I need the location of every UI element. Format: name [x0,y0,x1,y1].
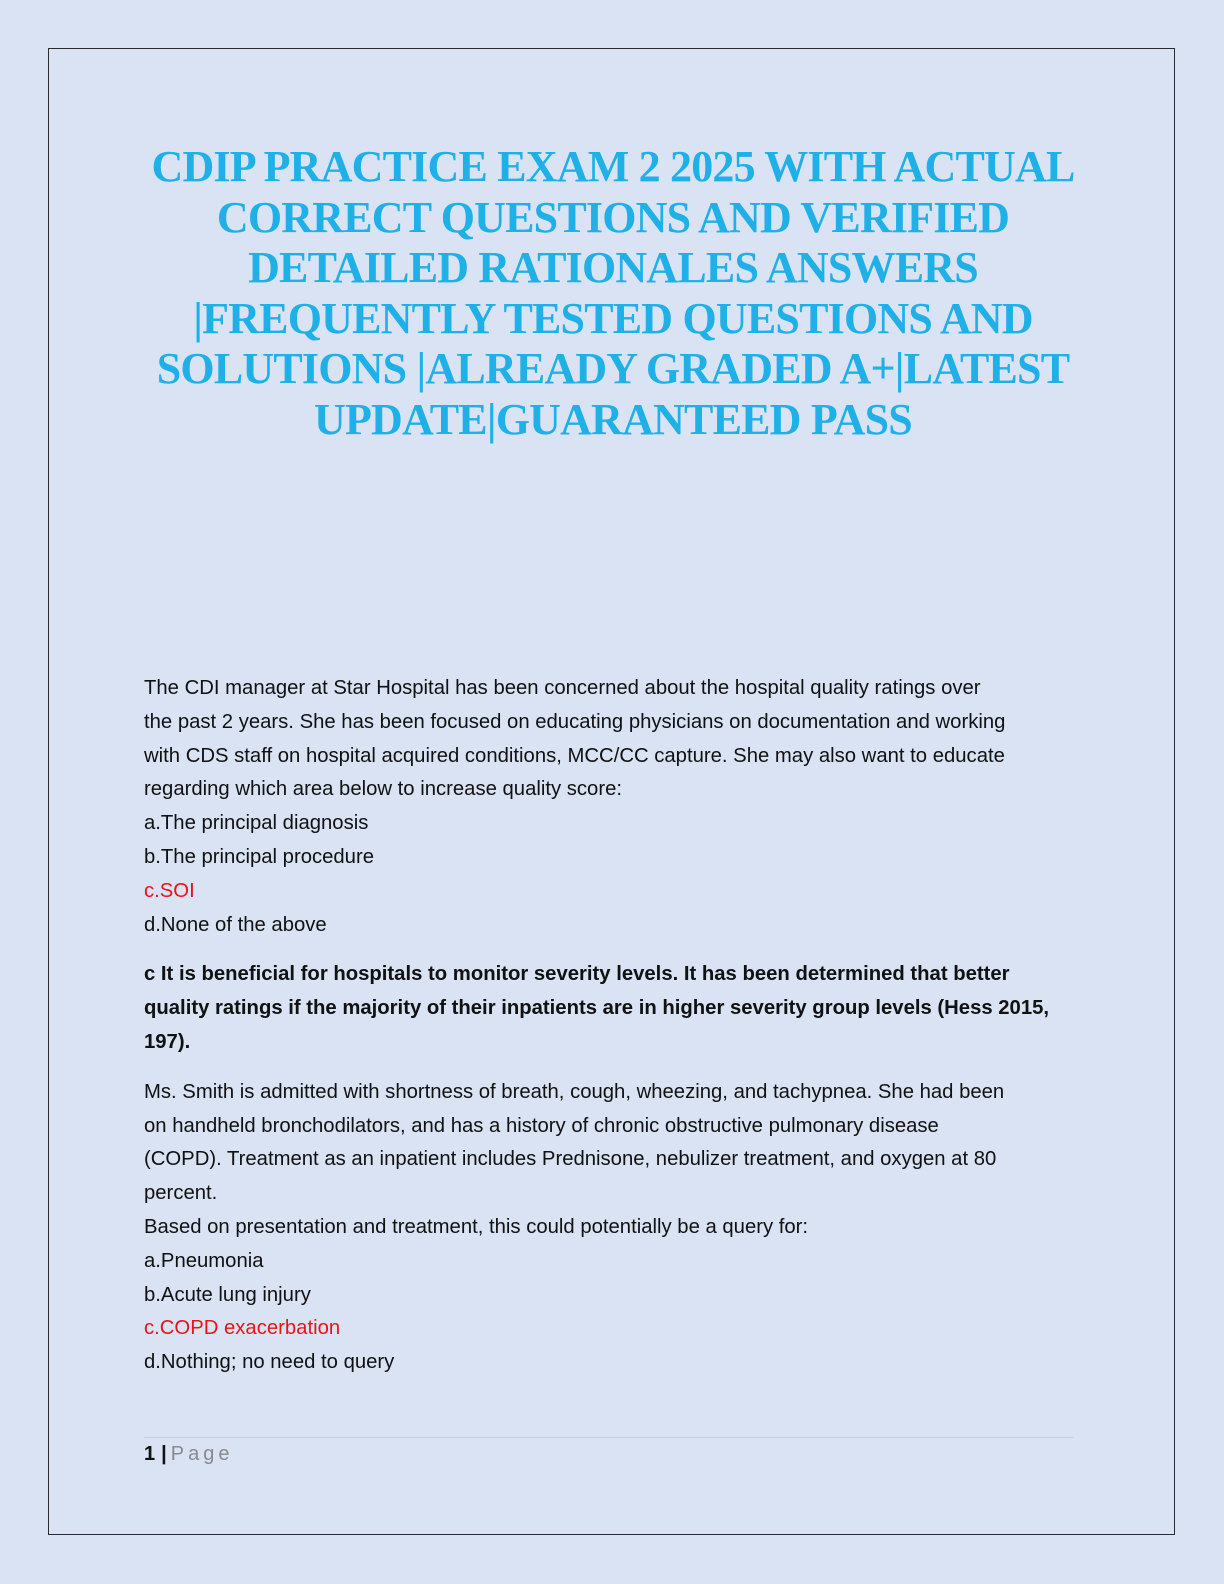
title-line: UPDATE|GUARANTEED PASS [314,394,912,444]
question-1-stem [144,672,1089,807]
stem-line: The CDI manager at Star Hospital has been concerned about the hospital quality ratings over [144,677,981,699]
stem-line: Based on presentation and treatment, this could potentially be a query for: [144,1215,809,1238]
rationale-line: quality ratings if the majority of their inpatients are in higher severity group levels (Hess 2015, [144,997,1050,1020]
page-footer [144,1441,233,1467]
stem-line: on handheld bronchodilators, and has a history of chronic obstructive pulmonary disease [144,1114,939,1137]
answer-option: b.Acute lung injury [144,1283,311,1306]
title-line: CORRECT QUESTIONS AND VERIFIED [216,192,1010,242]
question-1 [144,672,1089,1060]
document-title [140,142,1086,445]
title-line: CDIP PRACTICE EXAM 2 2025 WITH ACTUAL [151,142,1075,191]
answer-option: d.Nothing; no need to query [144,1351,395,1374]
stem-line: regarding which area below to increase quality score: [144,778,622,801]
page-number: 1 [144,1443,156,1465]
answer-option: b.The principal procedure [144,845,374,868]
stem-line: the past 2 years. She has been focused on educating physicians on documentation and working [144,710,1006,733]
rationale-line: 197). [144,1030,191,1053]
rationale-line: c It is beneficial for hospitals to monitor severity levels. It has been determined that better [144,963,1010,986]
question-1-rationale [144,958,1089,1059]
answer-option: a.The principal diagnosis [144,812,369,835]
title-line: DETAILED RATIONALES ANSWERS [248,243,978,292]
stem-line: with CDS staff on hospital acquired conditions, MCC/CC capture. She may also want to educate [144,744,1005,767]
correct-answer-option: c.SOI [144,879,195,902]
footer-divider [144,1437,1074,1438]
page-label: Page [170,1443,234,1465]
stem-line: Ms. Smith is admitted with shortness of breath, cough, wheezing, and tachypnea. She had been [144,1080,1005,1103]
stem-line: (COPD). Treatment as an inpatient includes Prednisone, nebulizer treatment, and oxygen at 80 [144,1148,997,1171]
stem-line: percent. [144,1182,218,1205]
question-2 [144,1076,1089,1380]
answer-option: a.Pneumonia [144,1249,264,1272]
question-2-stem [144,1076,1089,1245]
answer-option: d.None of the above [144,913,327,936]
title-line: SOLUTIONS |ALREADY GRADED A+|LATEST [156,344,1070,393]
footer-separator: | [161,1443,167,1465]
title-line: |FREQUENTLY TESTED QUESTIONS AND [193,293,1033,343]
correct-answer-option: c.COPD exacerbation [144,1317,341,1340]
document-body [144,672,1089,1380]
